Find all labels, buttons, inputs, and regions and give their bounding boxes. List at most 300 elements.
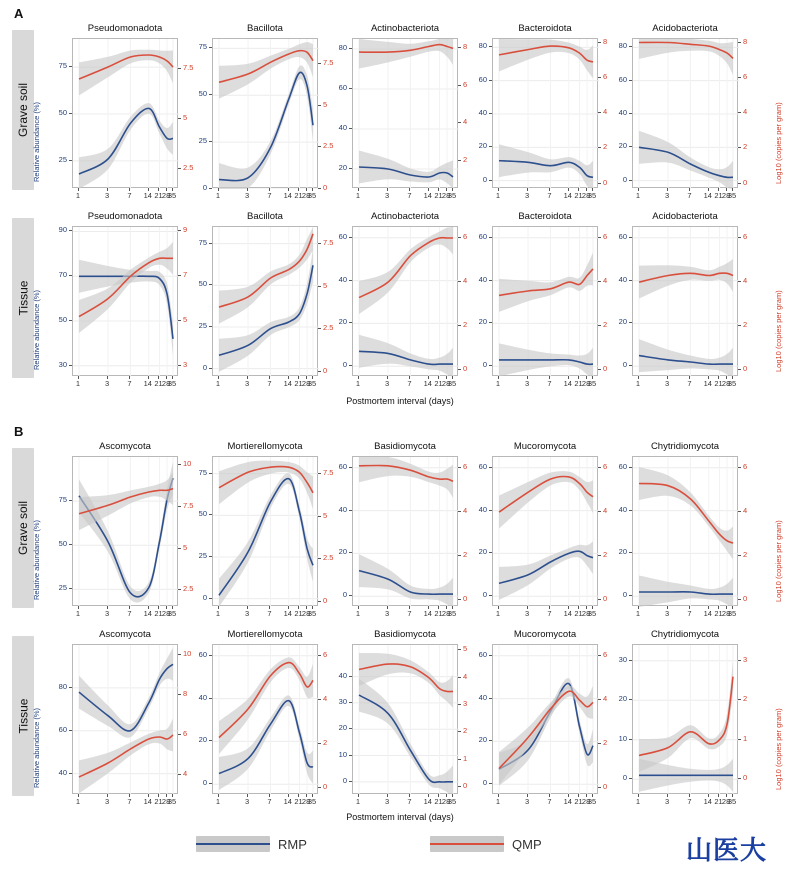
x-tick: 35 [307,797,317,806]
y-tick-left: 60 [338,461,347,471]
facet-title: Bacteroidota [518,211,572,222]
y-tick-right: 5 [183,315,188,325]
x-tick: 28 [161,379,171,388]
y-tick-right: 2.5 [183,163,194,172]
facet-title: Mucoromycota [513,441,577,452]
plot-area [352,38,458,188]
panel-letter-b: B [14,424,24,439]
y-tick-left: 0 [342,590,347,600]
x-tick: 1 [75,191,81,200]
y-tick-left: 0 [342,775,347,785]
y-tick-right: 4 [603,276,608,286]
y-tick-right: 5 [183,113,188,122]
y-tick-left: 80 [58,681,67,691]
x-tick: 3 [384,191,390,200]
x-tick: 14 [563,379,572,388]
x-tick: 14 [563,797,572,806]
y-tick-left: 20 [478,317,487,327]
y-tick-left: 60 [478,231,487,241]
y-tick-left: 40 [338,274,347,284]
x-tick: 14 [283,609,292,618]
y-tick-left: 0 [482,174,487,184]
y-tick-left: 60 [478,649,487,659]
y-tick-left: 0 [482,360,487,370]
x-tick: 35 [307,191,317,200]
y-tick-right: 6 [743,71,748,81]
x-tick: 14 [423,379,432,388]
y-tick-left: 60 [618,74,627,84]
x-tick: 35 [587,379,597,388]
y-tick-right: 2 [743,142,748,152]
facet-title: Acidobacteriota [652,211,718,222]
y-tick-right: 2 [603,320,608,330]
x-tick: 14 [703,379,712,388]
x-tick: 1 [635,609,641,618]
x-tick: 14 [703,797,712,806]
y-tick-right: 4 [603,694,608,704]
facet-acidobacteriota-tissue [586,209,784,393]
y-tick-left: 80 [338,43,347,52]
x-tick: 7 [547,379,552,388]
y-tick-right: 3 [743,654,748,664]
y-tick-left: 20 [618,317,627,327]
y-tick-right: 6 [183,729,188,738]
x-tick: 14 [143,609,152,618]
y-tick-right: 6 [603,462,608,472]
x-tick: 21 [714,191,723,200]
row-label-text: Tissue [16,698,30,734]
facet-title: Chytridiomycota [650,629,720,640]
y-tick-left: 40 [618,504,627,514]
y-tick-right: 6 [743,462,748,472]
y-axis-title-left: Relative abundance (%) [32,289,41,370]
y-tick-right: 2.5 [183,584,194,594]
facet-title: Basidiomycota [374,441,436,452]
y-tick-right: 6 [323,650,328,660]
y-tick-right: 6 [743,232,748,242]
y-tick-left: 0 [202,778,207,788]
x-tick: 28 [581,191,591,200]
x-tick: 7 [127,797,132,806]
x-tick: 14 [423,609,432,618]
y-tick-right: 7.5 [323,468,334,478]
y-tick-right: 0 [463,780,468,790]
facet-title: Mortierellomycota [227,441,303,452]
y-tick-right: 4 [323,694,328,704]
x-tick: 7 [127,609,132,618]
x-tick: 35 [447,191,457,200]
y-tick-right: 4 [463,117,468,127]
x-tick: 35 [167,609,177,618]
x-tick: 21 [434,797,443,806]
y-tick-left: 50 [58,539,67,549]
x-tick: 7 [547,609,552,618]
x-tick: 3 [384,379,390,388]
x-tick: 21 [294,609,303,618]
x-tick: 1 [635,379,641,388]
plot-area [72,456,178,606]
y-tick-right: 7.5 [323,58,334,67]
y-tick-right: 10 [183,649,192,658]
y-tick-right: 6 [603,71,608,81]
facet-title: Pseudomonadota [87,23,163,34]
y-tick-left: 40 [338,670,347,680]
facet-title: Pseudomonadota [87,211,163,222]
y-tick-right: 0 [603,782,608,792]
y-tick-right: 1 [743,733,748,743]
x-tick: 14 [143,191,152,200]
panel-letter-a: A [14,6,24,21]
y-tick-right: 0 [603,594,608,604]
x-tick: 3 [664,379,670,388]
y-tick-right: 6 [463,79,468,89]
x-tick: 35 [307,609,317,618]
y-tick-left: 20 [198,735,207,745]
y-tick-left: 20 [338,163,347,172]
x-tick: 35 [447,379,457,388]
y-tick-left: 40 [478,108,487,117]
x-tick: 35 [447,609,457,618]
plot-area [492,456,598,606]
x-tick: 28 [301,379,311,388]
y-tick-left: 25 [198,551,207,560]
x-tick: 3 [524,191,530,200]
x-tick: 7 [687,191,692,200]
plot-area [632,456,738,606]
y-tick-left: 0 [622,174,627,184]
plot-area [212,456,318,606]
x-tick: 3 [104,191,110,200]
x-tick: 1 [355,379,361,388]
plot-area [632,226,738,376]
x-tick: 28 [721,379,731,388]
y-tick-left: 20 [618,547,627,557]
y-tick-left: 10 [618,733,627,743]
y-tick-left: 40 [618,108,627,117]
y-tick-left: 75 [198,42,207,52]
y-axis-title-left: Relative abundance (%) [32,707,41,788]
y-tick-left: 75 [198,237,207,247]
y-tick-left: 20 [338,317,347,327]
y-tick-right: 4 [463,276,468,286]
x-tick: 7 [267,191,272,200]
y-tick-left: 20 [478,547,487,557]
y-tick-right: 4 [463,506,468,516]
x-tick: 35 [307,379,317,388]
y-tick-left: 0 [482,590,487,600]
y-tick-left: 40 [478,274,487,284]
y-tick-right: 10 [183,459,192,469]
y-tick-left: 20 [618,694,627,704]
y-tick-right: 2 [743,694,748,704]
y-tick-left: 80 [478,41,487,51]
x-tick: 35 [167,191,177,200]
y-tick-left: 80 [618,41,627,51]
y-tick-left: 50 [198,89,207,99]
x-tick: 35 [587,609,597,618]
y-tick-left: 60 [478,74,487,84]
x-tick: 28 [161,609,171,618]
y-tick-right: 0 [463,594,468,604]
x-tick: 3 [244,609,250,618]
x-tick: 1 [355,191,361,200]
y-tick-left: 60 [478,461,487,471]
y-tick-left: 60 [618,231,627,241]
x-tick: 7 [407,609,412,618]
y-tick-left: 25 [198,321,207,330]
x-tick: 21 [434,191,443,200]
y-tick-right: 7 [183,270,188,280]
x-tick: 7 [407,379,412,388]
y-tick-right: 7.5 [183,63,194,72]
x-tick: 1 [215,191,221,200]
y-tick-right: 7.5 [183,501,194,510]
plot-area [352,644,458,794]
y-tick-left: 40 [478,692,487,702]
x-tick: 14 [423,797,432,806]
x-tick: 28 [161,797,171,806]
facet-title: Acidobacteriota [652,23,718,34]
y-tick-left: 60 [618,461,627,471]
y-tick-left: 40 [58,767,67,777]
x-axis-label-a: Postmortem interval (days) [346,396,454,406]
x-tick: 28 [581,609,591,618]
row-label-text: Tissue [16,280,30,316]
facet-title: Basidiomycota [374,629,436,640]
x-tick: 21 [574,609,583,618]
x-tick: 3 [244,191,250,200]
plot-area [72,644,178,794]
y-tick-left: 20 [478,141,487,151]
x-tick: 1 [495,191,501,200]
y-tick-right: 0 [323,365,328,375]
y-tick-right: 0 [463,364,468,374]
x-tick: 14 [143,379,152,388]
x-tick: 3 [664,191,670,200]
x-tick: 3 [244,797,250,806]
x-tick: 21 [154,797,163,806]
y-tick-left: 10 [338,749,347,759]
plot-area [212,226,318,376]
x-tick: 7 [267,609,272,618]
facet-title: Mortierellomycota [227,629,303,640]
y-tick-right: 4 [463,671,468,681]
x-tick: 21 [574,191,583,200]
x-tick: 1 [215,379,221,388]
x-tick: 28 [301,609,311,618]
x-tick: 21 [714,609,723,618]
plot-area [72,226,178,376]
plot-area [492,38,598,188]
y-tick-right: 6 [603,650,608,660]
x-tick: 1 [635,191,641,200]
y-tick-left: 60 [338,83,347,92]
y-tick-left: 0 [622,360,627,370]
y-tick-right: 2 [603,550,608,560]
facet-title: Bacillota [247,23,283,34]
legend-label-rmp: RMP [278,836,307,852]
y-tick-right: 2 [743,550,748,560]
y-tick-left: 40 [478,504,487,514]
y-tick-right: 0 [603,364,608,374]
y-tick-right: 8 [743,36,748,46]
facet-title: Mucoromycota [513,629,577,640]
y-tick-right: 5 [183,542,188,552]
x-tick: 21 [294,191,303,200]
facet-chytridiomycota-soil [586,439,784,623]
university-logo: 山医大 [686,836,768,866]
x-tick: 21 [434,609,443,618]
y-tick-left: 30 [338,696,347,706]
x-tick: 35 [167,797,177,806]
x-tick: 28 [721,797,731,806]
x-tick: 21 [154,191,163,200]
legend-swatch-qmp [430,836,504,852]
x-tick: 1 [355,797,361,806]
x-tick: 3 [104,797,110,806]
x-tick: 3 [384,609,390,618]
y-tick-right: 2 [463,726,468,736]
y-tick-right: 1 [463,753,468,763]
legend-label-qmp: QMP [512,836,542,852]
y-tick-right: 2.5 [323,323,334,333]
x-tick: 7 [547,191,552,200]
x-tick: 7 [267,797,272,806]
x-tick: 1 [75,379,81,388]
y-tick-right: 4 [743,276,748,286]
y-tick-left: 20 [478,735,487,745]
y-tick-right: 8 [603,36,608,46]
x-tick: 7 [687,797,692,806]
y-tick-right: 4 [183,769,188,778]
x-tick: 1 [75,609,81,618]
y-axis-title-left: Relative abundance (%) [32,519,41,600]
x-tick: 3 [524,379,530,388]
x-tick: 1 [215,797,221,806]
y-tick-left: 0 [622,590,627,600]
x-tick: 28 [581,379,591,388]
y-axis-title-right: Log10 (copies per gram) [774,290,783,372]
plot-area [352,226,458,376]
x-tick: 7 [687,609,692,618]
y-tick-left: 20 [618,141,627,151]
y-tick-left: 60 [198,649,207,659]
y-tick-right: 2.5 [323,141,334,151]
y-tick-right: 3 [463,699,468,708]
y-axis-title-left: Relative abundance (%) [32,101,41,182]
x-tick: 14 [283,191,292,200]
x-tick: 21 [434,379,443,388]
facet-acidobacteriota-soil [586,21,784,205]
y-tick-left: 0 [202,362,207,372]
x-tick: 28 [721,191,731,200]
y-tick-right: 6 [463,232,468,242]
x-tick: 3 [104,379,110,388]
y-tick-right: 0 [323,183,328,192]
row-label-text: Grave soil [16,500,30,556]
x-tick: 1 [635,797,641,806]
y-tick-left: 0 [482,778,487,788]
x-tick: 28 [721,609,731,618]
x-tick: 3 [384,797,390,806]
y-tick-left: 50 [58,108,67,117]
y-tick-left: 60 [338,231,347,241]
facet-chytridiomycota-tissue [586,627,784,811]
x-tick: 7 [127,191,132,200]
y-tick-right: 0 [743,594,748,604]
x-tick: 28 [441,797,451,806]
plot-area [72,38,178,188]
y-tick-left: 60 [58,724,67,734]
legend-rmp [196,836,307,852]
x-axis-label-b: Postmortem interval (days) [346,812,454,822]
y-tick-right: 8 [183,689,188,698]
x-tick: 14 [563,609,572,618]
y-tick-right: 7.5 [323,238,334,248]
x-tick: 1 [355,609,361,618]
x-tick: 3 [524,797,530,806]
x-tick: 3 [244,379,250,388]
y-tick-left: 75 [198,467,207,477]
x-tick: 35 [587,797,597,806]
y-tick-right: 4 [603,506,608,516]
y-tick-right: 5 [463,644,468,654]
x-tick: 1 [75,797,81,806]
y-tick-left: 75 [58,61,67,71]
x-tick: 21 [154,609,163,618]
y-tick-right: 8 [463,42,468,52]
x-tick: 7 [547,797,552,806]
x-tick: 21 [294,797,303,806]
x-tick: 28 [161,191,171,200]
y-tick-right: 2 [603,738,608,748]
x-tick: 21 [714,797,723,806]
y-tick-left: 50 [198,509,207,519]
x-tick: 7 [127,379,132,388]
y-tick-left: 20 [338,547,347,557]
y-tick-right: 0 [323,782,328,792]
y-tick-left: 30 [618,654,627,664]
legend-qmp [430,836,542,852]
x-tick: 28 [581,797,591,806]
x-tick: 3 [664,609,670,618]
y-tick-right: 4 [603,107,608,117]
y-tick-left: 25 [58,583,67,593]
plot-area [492,226,598,376]
x-tick: 14 [423,191,432,200]
y-tick-left: 40 [198,692,207,702]
y-tick-left: 25 [58,154,67,164]
plot-area [212,644,318,794]
x-tick: 21 [714,379,723,388]
x-tick: 7 [407,191,412,200]
y-tick-right: 2 [323,738,328,748]
x-tick: 21 [294,379,303,388]
facet-title: Bacillota [247,211,283,222]
x-tick: 7 [267,379,272,388]
x-tick: 35 [727,797,737,806]
facet-title: Ascomycota [99,629,151,640]
y-tick-right: 4 [743,506,748,516]
y-tick-right: 5 [323,510,328,520]
x-tick: 28 [301,797,311,806]
y-tick-left: 25 [198,136,207,146]
x-tick: 14 [143,797,152,806]
y-tick-left: 40 [618,274,627,284]
x-tick: 35 [167,379,177,388]
facet-title: Actinobacteriota [370,23,440,34]
x-tick: 28 [441,379,451,388]
